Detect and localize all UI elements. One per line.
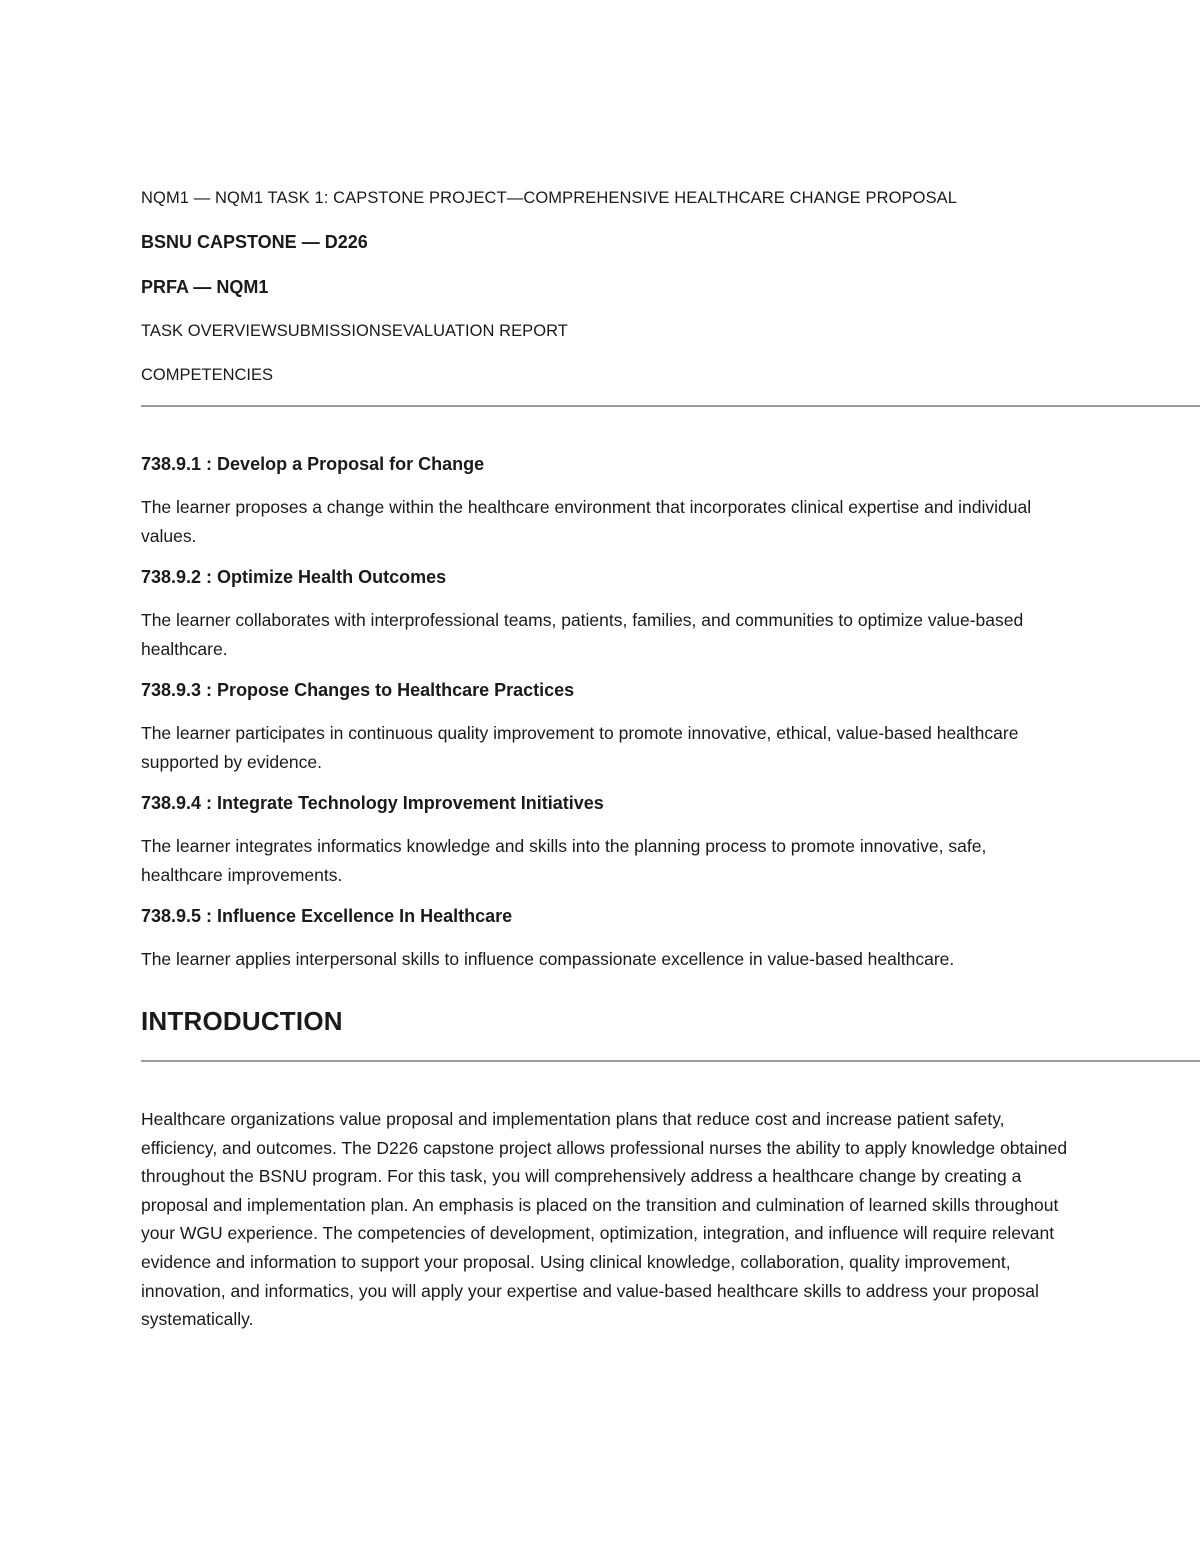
competencies-heading: COMPETENCIES [141, 366, 274, 384]
tab-bar [141, 322, 568, 341]
competency-title: 738.9.1 : Develop a Proposal for Change [141, 454, 485, 474]
competency-title: 738.9.4 : Integrate Technology Improvement Initiatives [141, 793, 604, 813]
competency-list [141, 451, 1071, 988]
competency-title: 738.9.5 : Influence Excellence In Healthcare [141, 906, 513, 926]
competency-description: The learner proposes a change within the healthcare environment that incorporates clinical expertise and individual values. [141, 497, 1032, 546]
breadcrumb: NQM1 — NQM1 TASK 1: CAPSTONE PROJECT—COMPREHENSIVE HEALTHCARE CHANGE PROPOSAL [141, 189, 958, 207]
tab-submissions[interactable]: SUBMISSIONS [276, 322, 392, 340]
competency-item [141, 903, 1071, 974]
divider [141, 1060, 1200, 1062]
competency-title: 738.9.3 : Propose Changes to Healthcare Practices [141, 680, 575, 700]
competency-item [141, 790, 1071, 889]
competency-title: 738.9.2 : Optimize Health Outcomes [141, 567, 447, 587]
competency-description: The learner participates in continuous quality improvement to promote innovative, ethical, value-based healthcare supported by evidence. [141, 723, 1019, 772]
tab-evaluation-report[interactable]: EVALUATION REPORT [391, 322, 568, 340]
competency-description: The learner applies interpersonal skills to influence compassionate excellence in value-based healthcare. [141, 949, 955, 969]
assessment-title: PRFA — NQM1 [141, 277, 269, 297]
divider [141, 405, 1200, 407]
competency-description: The learner integrates informatics knowledge and skills into the planning process to promote innovative, safe, healthcare improvements. [141, 836, 987, 885]
course-title: BSNU CAPSTONE — D226 [141, 232, 368, 252]
competency-item [141, 564, 1071, 663]
tab-task-overview[interactable]: TASK OVERVIEW [141, 322, 277, 340]
introduction-body: Healthcare organizations value proposal and implementation plans that reduce cost and increase patient safety, efficiency, and outcomes. The D226 capstone project allows professional nurses the ability to apply knowledge obtained throughout the BSNU program. For this task, you will comprehensively address a healthcare change by creating a proposal and implementation plan. An emphasis is placed on the transition and culmination of learned skills throughout your WGU experience. The competencies of development, optimization, integration, and influence will require relevant evidence and information to support your proposal. Using clinical knowledge, collaboration, quality improvement, innovation, and informatics, you will apply your expertise and value-based healthcare skills to address your proposal systematically. [141, 1109, 1068, 1330]
competency-item [141, 451, 1071, 550]
introduction-heading: INTRODUCTION [141, 1006, 343, 1036]
competency-item [141, 677, 1071, 776]
competency-description: The learner collaborates with interprofessional teams, patients, families, and communities to optimize value-based healthcare. [141, 610, 1024, 659]
